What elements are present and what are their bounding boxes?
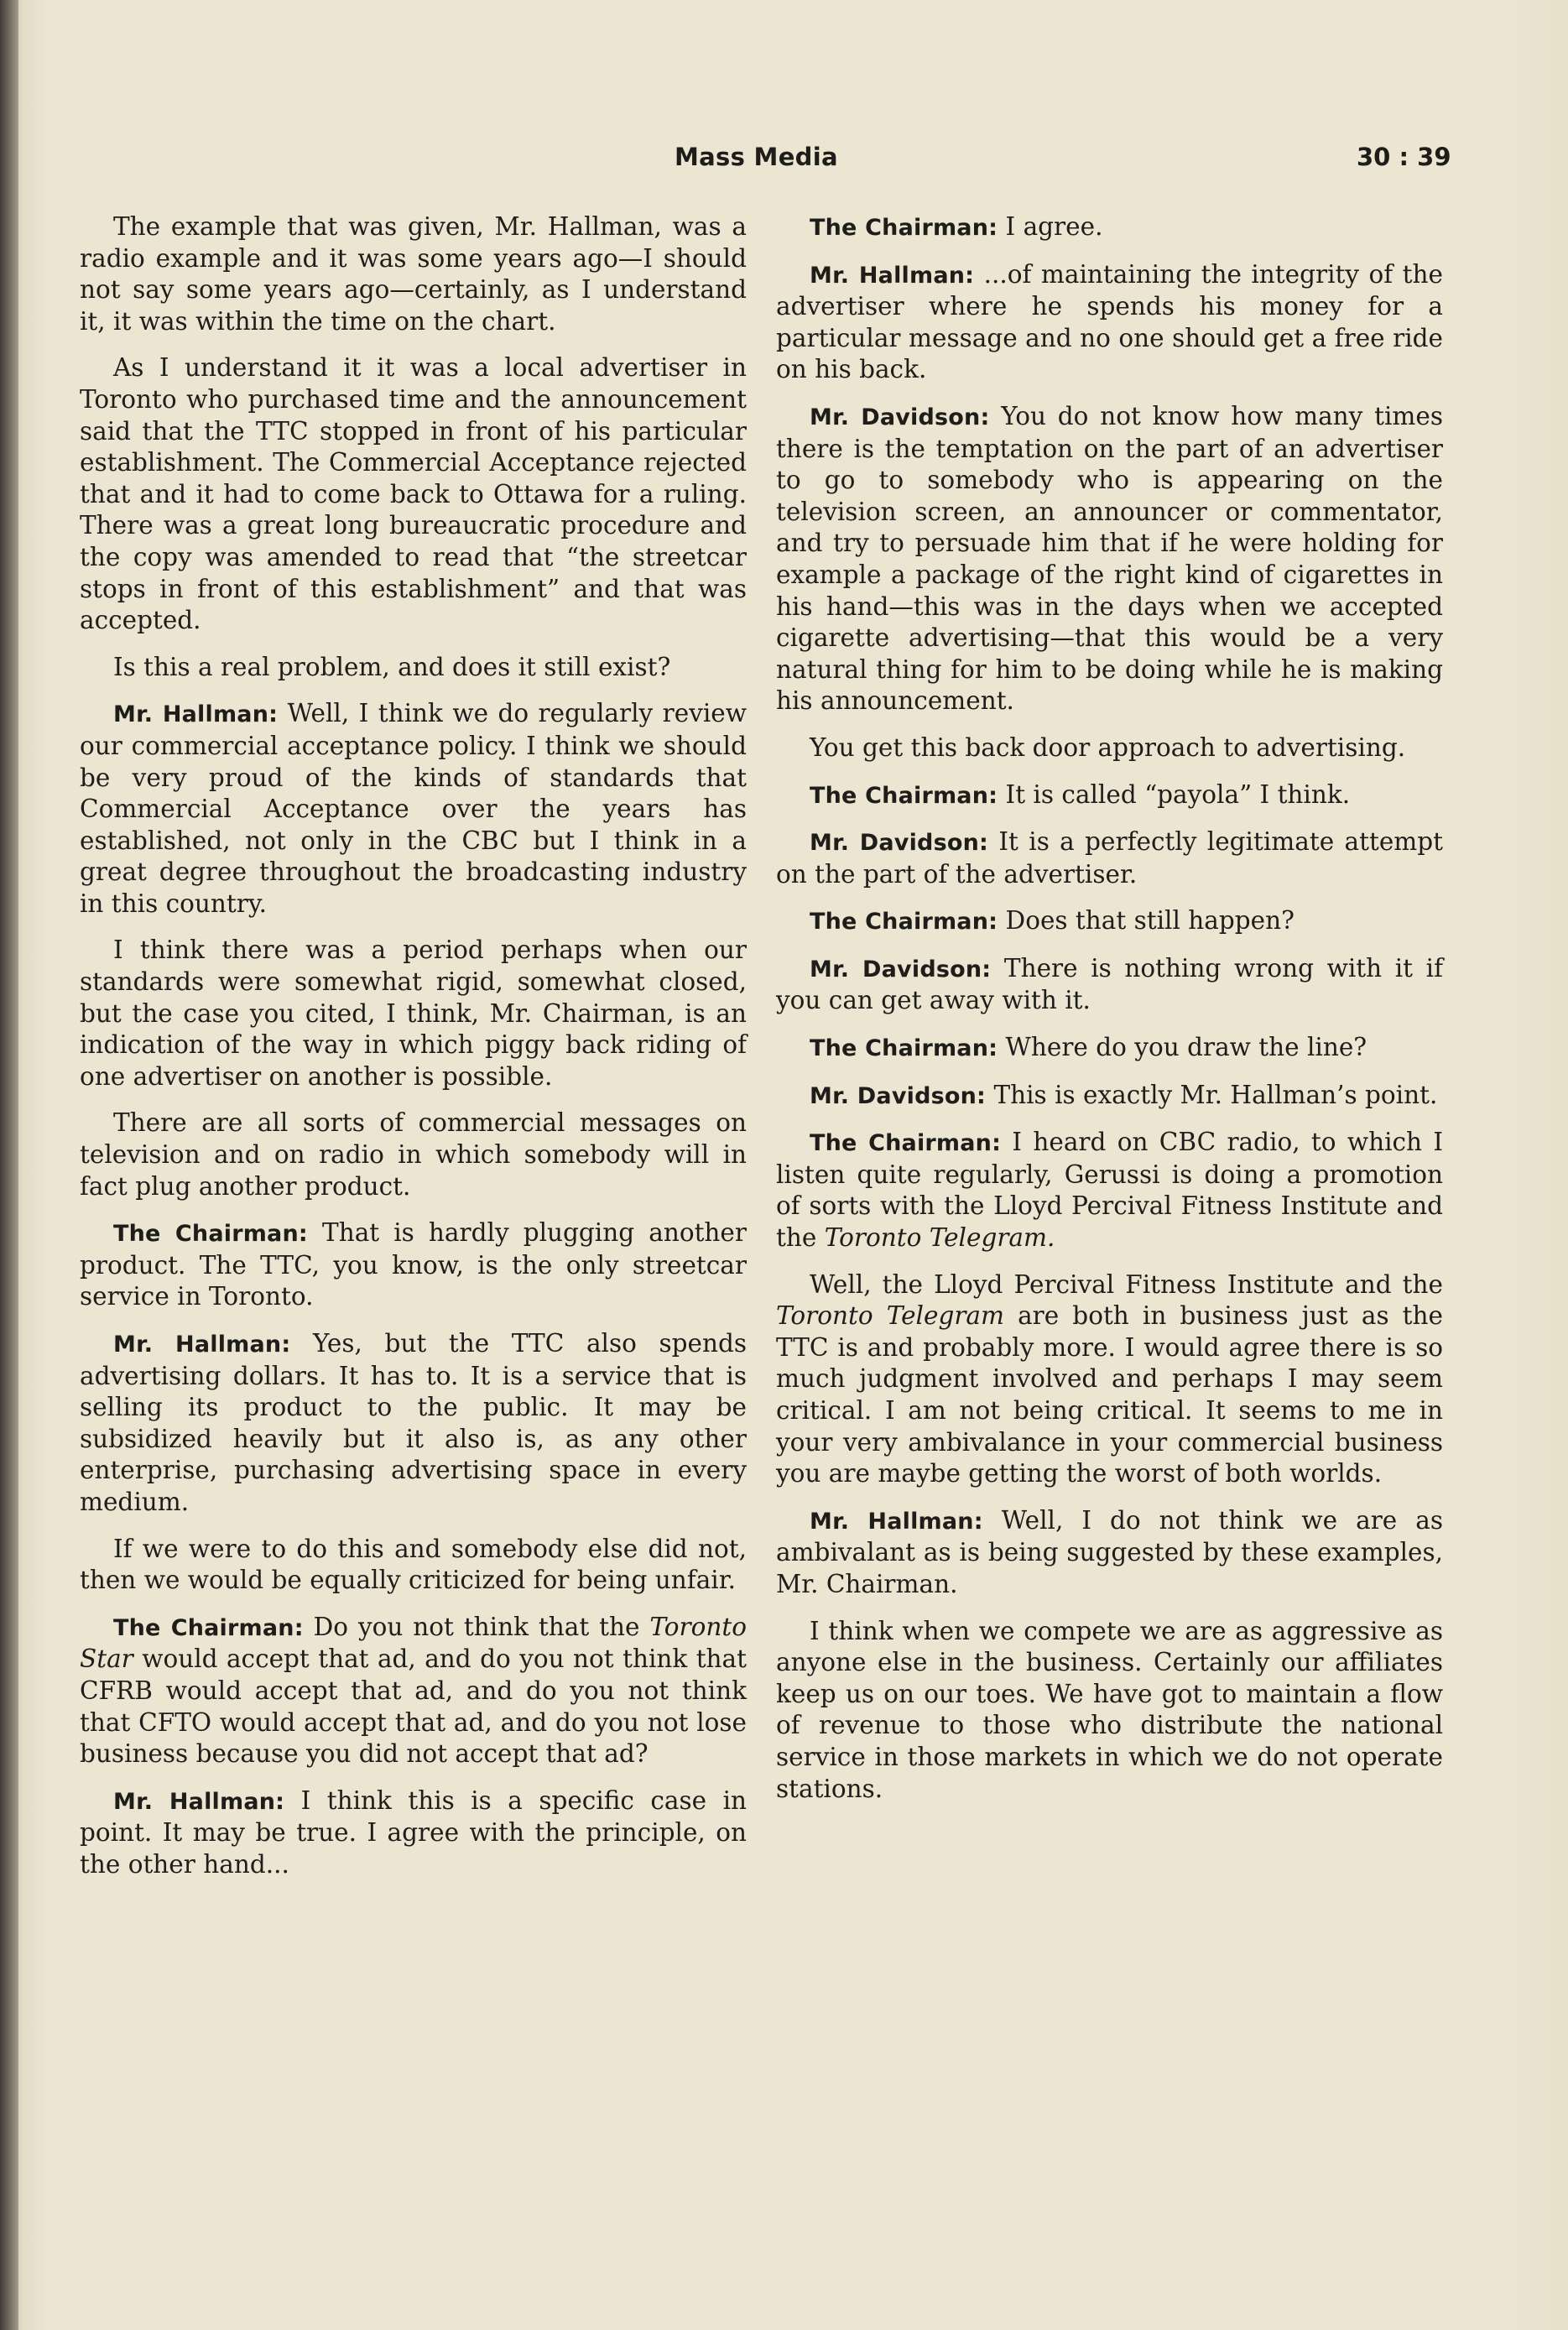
paragraph-text: It is called “payola” I think. [1005, 779, 1351, 809]
paragraph-text: That is hardly plugging another product. The TTC, you know, is the only streetcar service in Toronto. [80, 1218, 747, 1311]
italic-title-text: Toronto Star [80, 1612, 747, 1674]
paragraph [80, 935, 747, 1092]
paragraph-text: I agree. [1005, 212, 1103, 241]
paragraph [80, 698, 747, 920]
paragraph [80, 1534, 747, 1597]
page-binding-edge [0, 0, 18, 2330]
speaker-label: Mr. Davidson: [810, 956, 992, 983]
paragraph [80, 1785, 747, 1881]
speaker-label: The Chairman: [810, 1130, 1002, 1157]
paragraph [80, 1217, 747, 1313]
paragraph-text: Well, the Lloyd Percival Fitness Institute and the [810, 1269, 1443, 1299]
speaker-label: The Chairman: [113, 1614, 304, 1641]
paragraph-text: are both in business just as the TTC is and probably more. I would agree there is so much judgment involved and perhaps I may seem critical. I am not being critical. It seems to me in your very ambivalance in your commercial business you are maybe getting the worst of both worlds. [776, 1301, 1443, 1488]
paragraph [776, 826, 1443, 890]
paragraph [776, 905, 1443, 938]
paragraph-text: There is nothing wrong with it if you can get away with it. [776, 953, 1443, 1015]
speaker-label: Mr. Davidson: [810, 1082, 987, 1109]
paragraph-text: I think there was a period perhaps when our standards were somewhat rigid, somewhat closed, but the case you cited, I think, Mr. Chairman, is an indication of the way in which piggy back riding of one advertiser on another is possible. [80, 936, 747, 1091]
speaker-label: Mr. Davidson: [810, 404, 990, 430]
paragraph-text: You do not know how many times there is the temptation on the part of an advertiser to go to somebody who is appearing on the television screen, an announcer or commentator, and try to persuade him that if he were holding for example a package of the right kind of cigarettes in his hand—this was in the days when we accepted cigarette advertising—that this would be a very natural thing for him to be doing while he is making his announcement. [776, 401, 1443, 716]
paragraph [776, 259, 1443, 386]
paragraph-text: Well, I do not think we are as ambivalant as is being suggested by these examples, Mr. Chairman. [776, 1505, 1443, 1598]
paragraph [776, 732, 1443, 764]
paragraph [776, 1269, 1443, 1490]
running-header [0, 143, 1568, 185]
speaker-label: Mr. Hallman: [810, 262, 975, 289]
paragraph [776, 1080, 1443, 1113]
speaker-label: The Chairman: [810, 1035, 998, 1062]
speaker-label: Mr. Hallman: [810, 1508, 983, 1535]
paragraph [80, 352, 747, 636]
paragraph-text: The example that was given, Mr. Hallman, was a radio example and it was some years ago—I should not say some years ago—certainly, as I understand it, it was within the time on the chart. [80, 212, 747, 336]
speaker-label: Mr. Hallman: [113, 701, 279, 728]
paragraph-text: Is this a real problem, and does it still exist? [113, 652, 671, 681]
paragraph [776, 1032, 1443, 1065]
speaker-label: The Chairman: [810, 909, 998, 936]
speaker-label: Mr. Hallman: [113, 1788, 285, 1815]
paragraph-text: I heard on CBC radio, to which I listen quite regularly, Gerussi is doing a promotion of sorts with the Lloyd Percival Fitness Institute and the [776, 1128, 1443, 1253]
running-title: Mass Media [675, 143, 838, 171]
paragraph [776, 1505, 1443, 1601]
page-number: 30 : 39 [1357, 143, 1451, 171]
paragraph-text: It is a perfectly legitimate attempt on the part of the advertiser. [776, 827, 1443, 889]
speaker-label: Mr. Davidson: [810, 830, 989, 857]
paragraph [776, 953, 1443, 1017]
paragraph-text: You get this back door approach to advertising. [810, 732, 1406, 762]
speaker-label: The Chairman: [810, 215, 998, 241]
paragraph-text: Does that still happen? [1005, 906, 1295, 936]
right-text-column [776, 211, 1443, 1820]
paragraph [80, 1108, 747, 1202]
paragraph [776, 401, 1443, 717]
paragraph [80, 652, 747, 684]
paragraph [776, 1127, 1443, 1254]
italic-title-text: Toronto Telegram [776, 1301, 1004, 1331]
paragraph-text: There are all sorts of commercial messages on television and on radio in which somebody will in fact plug another product. [80, 1108, 747, 1201]
paragraph-text: Where do you draw the line? [1005, 1033, 1367, 1062]
paragraph-text: Do you not think that the [313, 1612, 650, 1641]
paragraph-text: If we were to do this and somebody else did not, then we would be equally criticized for being unfair. [80, 1534, 747, 1595]
paragraph-text: This is exactly Mr. Hallman’s point. [993, 1080, 1438, 1109]
left-text-column [80, 211, 747, 1896]
paragraph [80, 1612, 747, 1770]
paragraph [80, 211, 747, 337]
speaker-label: The Chairman: [810, 782, 998, 809]
paragraph-text: As I understand it it was a local advertiser in Toronto who purchased time and the announcement said that the TTC stopped in front of his particular establishment. The Commercial Acceptance rejected that and it had to come back to Ottawa for a ruling. There was a great long bureaucratic procedure and the copy was amended to read that “the streetcar stops in front of this establishment” and that was accepted. [80, 353, 747, 635]
paragraph [80, 1328, 747, 1519]
paragraph-text: ...of maintaining the integrity of the advertiser where he spends his money for a particular message and no one should get a free ride on his back. [776, 259, 1443, 384]
italic-title-text: Toronto Telegram. [824, 1223, 1055, 1253]
paragraph-text: Well, I think we do regularly review our commercial acceptance policy. I think we should be very proud of the kinds of standards that Commercial Acceptance over the years has established, not only in the CBC but I think in a great degree throughout the broadcasting industry in this country. [80, 699, 748, 918]
speaker-label: The Chairman: [113, 1221, 308, 1248]
paragraph [776, 779, 1443, 812]
paragraph-text: I think when we compete we are as aggressive as anyone else in the business. Certainly our affiliates keep us on our toes. We have got to maintain a flow of revenue to those who distribute the national service in those markets in which we do not operate stations. [776, 1616, 1443, 1803]
paragraph-text: I think this is a specific case in point. It may be true. I agree with the principle, on the other hand... [80, 1785, 747, 1879]
paragraph [776, 211, 1443, 244]
paragraph-text: would accept that ad, and do you not think that CFRB would accept that ad, and do you not think that CFTO would accept that ad, and do you not lose business because you did not accept that ad? [80, 1645, 747, 1769]
paragraph [776, 1616, 1443, 1806]
paragraph-text: Yes, but the TTC also spends advertising dollars. It has to. It is a service that is selling its product to the public. It may be subsidized heavily but it also is, as any other enterprise, purchasing advertising space in every medium. [80, 1329, 748, 1516]
speaker-label: Mr. Hallman: [113, 1332, 291, 1358]
